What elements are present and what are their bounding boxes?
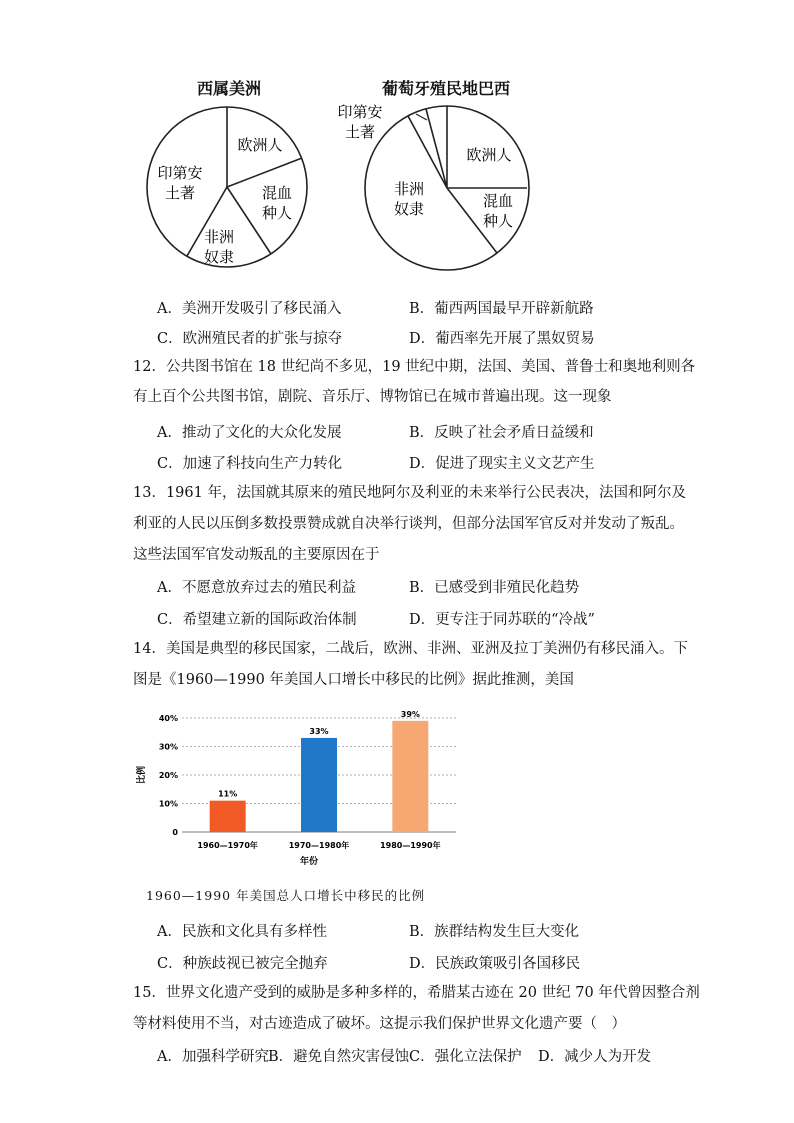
x-tick-label: 1960—1970年 xyxy=(197,841,258,850)
pie-right-label-europeans: 欧洲人 xyxy=(466,146,512,164)
pie-left-label-slaves-2: 奴隶 xyxy=(203,248,235,266)
pie-left-label-natives-1: 印第安 xyxy=(157,164,203,182)
pie-right-label-mixed-2: 种人 xyxy=(482,212,514,230)
q13-stem-line-1: 13．1961 年，法国就其原来的殖民地阿尔及利亚的未来举行公民表决，法国和阿尔及 xyxy=(133,485,686,501)
q12-option-d[interactable]: D．促进了现实主义文艺产生 xyxy=(409,456,595,472)
x-tick-label: 1970—1980年 xyxy=(288,841,350,850)
bar xyxy=(392,721,428,832)
pie-right-label-slaves-1: 非洲 xyxy=(393,180,425,198)
q13-option-d[interactable]: D．更专注于同苏联的“冷战” xyxy=(409,612,595,628)
chart-caption: 1960—1990 年美国总人口增长中移民的比例 xyxy=(146,888,426,903)
q13-option-b[interactable]: B．已感受到非殖民化趋势 xyxy=(409,580,580,596)
pie-right-title: 葡萄牙殖民地巴西 xyxy=(382,79,511,98)
q14-stem-line-1: 14．美国是典型的移民国家，二战后，欧洲、非洲、亚洲及拉丁美洲仍有移民涌入。下 xyxy=(133,641,688,657)
pie-chart-left xyxy=(140,100,320,275)
x-tick-label: 1980—1990年 xyxy=(380,841,441,850)
y-tick-label: 20% xyxy=(158,771,178,780)
bar-chart xyxy=(130,702,470,872)
pie-right-label-slaves-2: 奴隶 xyxy=(393,200,425,218)
q14-option-c[interactable]: C．种族歧视已被完全抛弃 xyxy=(157,956,328,972)
bar-data-label: 11% xyxy=(218,789,238,799)
q13-option-a[interactable]: A．不愿意放弃过去的殖民利益 xyxy=(157,580,356,596)
q13-stem-line-3: 这些法国军官发动叛乱的主要原因在于 xyxy=(133,547,380,563)
q15-option-d[interactable]: D．减少人为开发 xyxy=(538,1049,652,1065)
y-tick-label: 30% xyxy=(158,742,178,752)
bar-chart-y-ticks xyxy=(159,714,179,837)
pie-left-label-mixed-2: 种人 xyxy=(261,204,293,222)
pie-left-label-natives-2: 土著 xyxy=(164,184,196,202)
q12-stem-line-1: 12．公共图书馆在 18 世纪尚不多见，19 世纪中期，法国、美国、普鲁士和奥地利则各 xyxy=(133,359,696,375)
bar xyxy=(301,738,337,832)
q11-option-d[interactable]: D．葡西率先开展了黑奴贸易 xyxy=(409,331,595,347)
q13-stem-line-2: 利亚的人民以压倒多数投票赞成就自决举行谈判，但部分法国军官反对并发动了叛乱。 xyxy=(133,516,684,532)
q15-option-b[interactable]: B．避免自然灾害侵蚀 xyxy=(268,1049,410,1065)
q15-option-c[interactable]: C．强化立法保护 xyxy=(409,1049,522,1065)
bar-chart-x-ticks xyxy=(197,840,440,850)
bar-chart-x-label: 年份 xyxy=(299,857,319,867)
y-tick-label: 40% xyxy=(158,714,178,723)
q15-option-a[interactable]: A．加强科学研究 xyxy=(157,1049,269,1065)
q12-option-b[interactable]: B．反映了社会矛盾日益缓和 xyxy=(409,425,594,441)
bar xyxy=(210,801,246,832)
q14-option-b[interactable]: B．族群结构发生巨大变化 xyxy=(409,924,580,940)
q11-option-b[interactable]: B．葡西两国最早开辟新航路 xyxy=(409,301,594,317)
q14-stem-line-2: 图是《1960—1990 年美国人口增长中移民的比例》据此推测，美国 xyxy=(133,672,574,688)
q13-option-c[interactable]: C．希望建立新的国际政治体制 xyxy=(157,612,357,628)
bar-data-label: 39% xyxy=(400,709,420,719)
bar-chart-bars xyxy=(210,721,429,832)
pie-right-label-natives-1: 印第安 xyxy=(337,103,383,121)
pie-right-label-natives-2: 土著 xyxy=(344,123,376,141)
pie-left-title: 西属美洲 xyxy=(197,79,262,98)
q11-option-a[interactable]: A．美洲开发吸引了移民涌入 xyxy=(157,301,342,317)
bar-chart-y-label: 比例 xyxy=(137,765,147,785)
y-tick-label: 0 xyxy=(172,828,178,837)
pie-left-label-slaves-1: 非洲 xyxy=(203,228,235,246)
pie-left-label-europeans: 欧洲人 xyxy=(237,136,283,154)
q14-option-a[interactable]: A．民族和文化具有多样性 xyxy=(157,924,327,940)
q12-option-c[interactable]: C．加速了科技向生产力转化 xyxy=(157,456,343,472)
q15-stem-line-2: 等材料使用不当，对古迹造成了破坏。这提示我们保护世界文化遗产要（ ） xyxy=(133,1016,626,1032)
q15-stem-line-1: 15．世界文化遗产受到的威胁是多种多样的，希腊某古迹在 20 世纪 70 年代曾因整合剂 xyxy=(133,985,700,1001)
bar-data-label: 33% xyxy=(309,726,329,736)
q14-option-d[interactable]: D．民族政策吸引各国移民 xyxy=(409,956,581,972)
q11-option-c[interactable]: C．欧洲殖民者的扩张与掠夺 xyxy=(157,331,343,347)
q12-option-a[interactable]: A．推动了文化的大众化发展 xyxy=(157,425,342,441)
pie-chart-right xyxy=(330,96,530,276)
y-tick-label: 10% xyxy=(158,799,178,809)
q12-stem-line-2: 有上百个公共图书馆，剧院、音乐厅、博物馆已在城市普遍出现。这一现象 xyxy=(133,389,612,405)
pie-right-label-mixed-1: 混血 xyxy=(482,192,514,210)
pie-left-label-mixed-1: 混血 xyxy=(261,184,293,202)
